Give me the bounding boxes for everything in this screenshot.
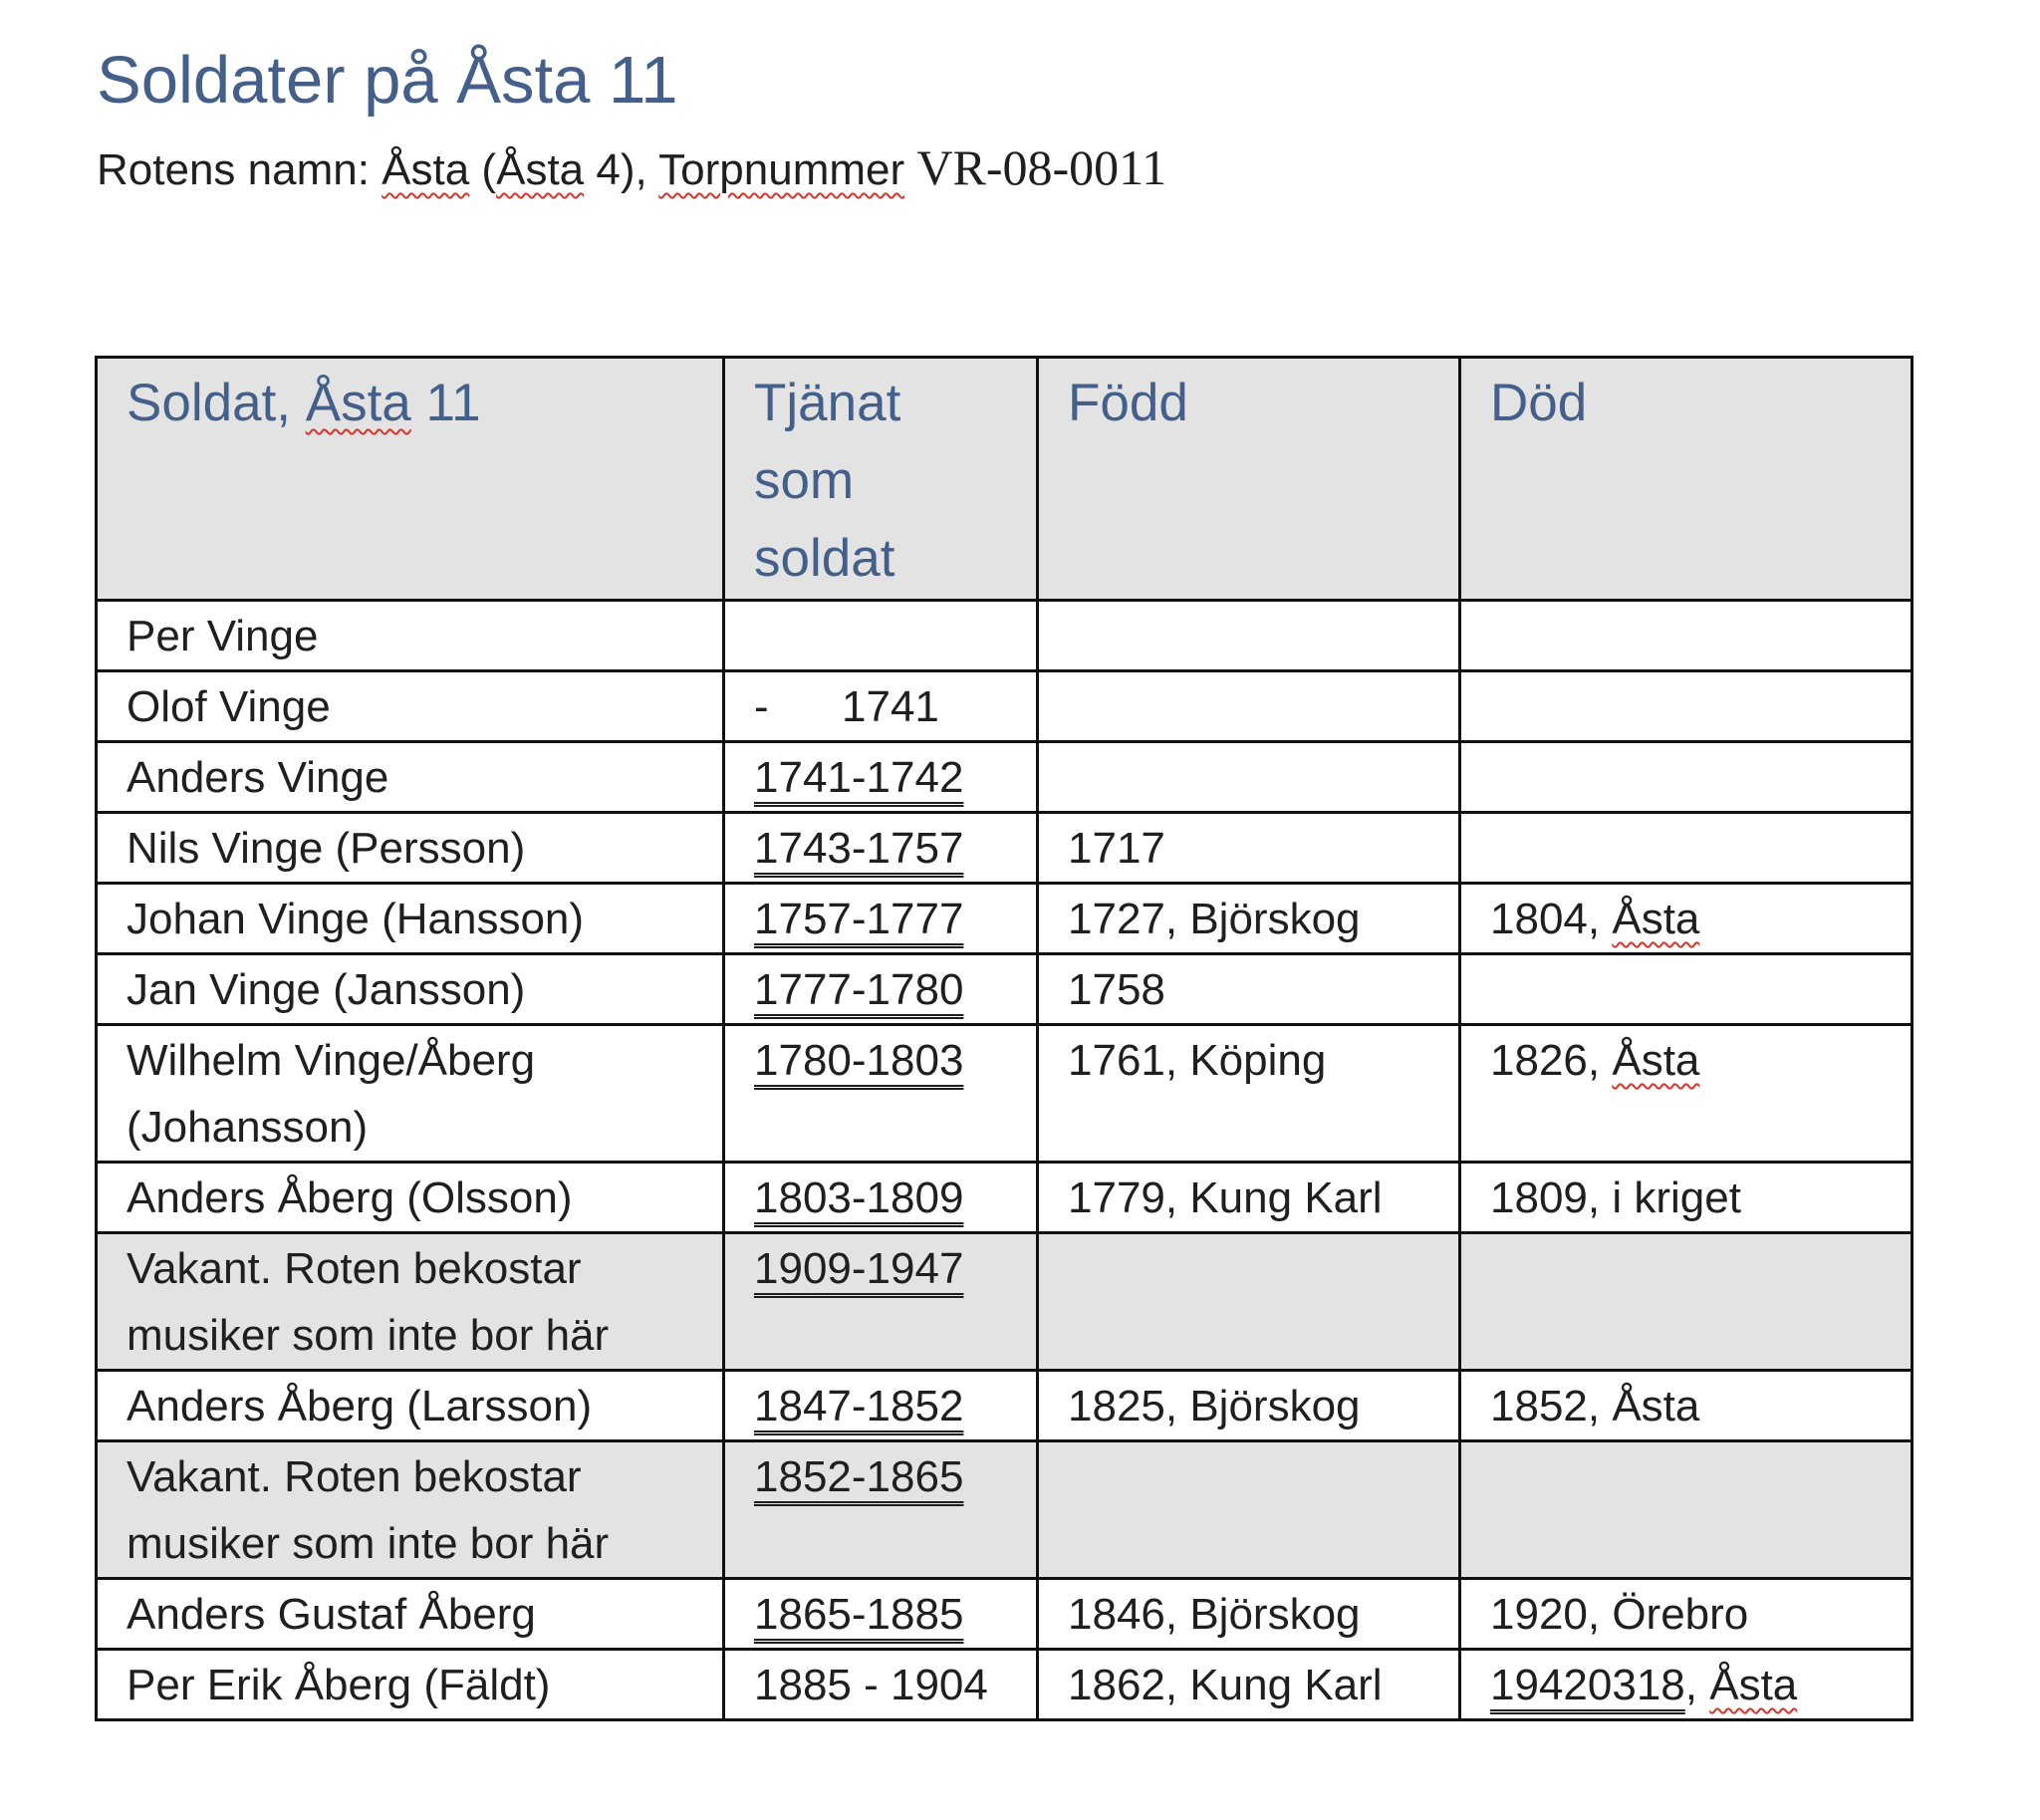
served-link[interactable]: 1777-1780 xyxy=(754,965,964,1014)
table-row xyxy=(97,1025,1912,1163)
cell-born: 1846, Björskog xyxy=(1038,1579,1460,1650)
table-row xyxy=(97,1371,1912,1441)
served-link[interactable]: 1909-1947 xyxy=(754,1244,964,1293)
served-link[interactable]: 1865-1885 xyxy=(754,1590,964,1639)
subtitle-open: ( xyxy=(469,145,497,194)
cell-born: 1862, Kung Karl xyxy=(1038,1650,1460,1720)
subtitle-place-alt: Åsta xyxy=(496,145,585,194)
cell-name: Per Vinge xyxy=(97,601,724,671)
table-header-row xyxy=(97,358,1912,601)
subtitle-prefix: Rotens namn: xyxy=(97,145,382,194)
table-row xyxy=(97,813,1912,884)
died-date: 1804, xyxy=(1490,895,1613,943)
subtitle-place: Åsta xyxy=(382,145,470,194)
header-served: Tjänat som soldat xyxy=(724,358,1038,601)
cell-died xyxy=(1460,884,1912,954)
cell-died xyxy=(1460,742,1912,813)
cell-served xyxy=(724,1025,1038,1163)
served-link[interactable]: 1780-1803 xyxy=(754,1036,964,1085)
soldiers-table xyxy=(95,356,1913,1721)
cell-served xyxy=(724,1371,1038,1441)
cell-died: 1852, Åsta xyxy=(1460,1371,1912,1441)
cell-name: Olof Vinge xyxy=(97,671,724,742)
cell-name: Nils Vinge (Persson) xyxy=(97,813,724,884)
died-date-link[interactable]: 19420318 xyxy=(1490,1661,1685,1709)
cell-died xyxy=(1460,1025,1912,1163)
cell-name: Wilhelm Vinge/Åberg (Johansson) xyxy=(97,1025,724,1163)
cell-served: - 1741 xyxy=(724,671,1038,742)
cell-died xyxy=(1460,1441,1912,1579)
header-soldier-part1: Soldat, xyxy=(127,374,306,432)
cell-name: Vakant. Roten bekostar musiker som inte bor här xyxy=(97,1441,724,1579)
cell-born xyxy=(1038,1441,1460,1579)
died-place: Åsta xyxy=(1612,895,1700,943)
cell-born: 1758 xyxy=(1038,954,1460,1025)
table-row xyxy=(97,954,1912,1025)
cell-served xyxy=(724,813,1038,884)
table-row xyxy=(97,671,1912,742)
table-row xyxy=(97,1441,1912,1579)
cell-born xyxy=(1038,671,1460,742)
table-row xyxy=(97,1233,1912,1371)
cell-name: Per Erik Åberg (Fäldt) xyxy=(97,1650,724,1720)
died-date: 1826, xyxy=(1490,1036,1613,1085)
cell-born: 1727, Björskog xyxy=(1038,884,1460,954)
cell-served xyxy=(724,1579,1038,1650)
served-link[interactable]: 1743-1757 xyxy=(754,824,964,873)
cell-died xyxy=(1460,1233,1912,1371)
table-row xyxy=(97,742,1912,813)
cell-served xyxy=(724,884,1038,954)
cell-name: Anders Åberg (Olsson) xyxy=(97,1163,724,1233)
cell-died xyxy=(1460,813,1912,884)
cell-name: Vakant. Roten bekostar musiker som inte bor här xyxy=(97,1233,724,1371)
table-row xyxy=(97,1579,1912,1650)
cell-born xyxy=(1038,601,1460,671)
header-soldier-part3: 11 xyxy=(410,374,481,432)
header-born: Född xyxy=(1038,358,1460,601)
cell-died xyxy=(1460,671,1912,742)
cell-name: Anders Åberg (Larsson) xyxy=(97,1371,724,1441)
subtitle-mid: 4), xyxy=(584,145,659,194)
cell-name: Anders Vinge xyxy=(97,742,724,813)
table-row xyxy=(97,1650,1912,1720)
cell-served xyxy=(724,1233,1038,1371)
cell-name: Jan Vinge (Jansson) xyxy=(97,954,724,1025)
table-row xyxy=(97,601,1912,671)
served-link[interactable]: 1847-1852 xyxy=(754,1382,964,1430)
served-link[interactable]: 1803-1809 xyxy=(754,1173,964,1222)
cell-born: 1717 xyxy=(1038,813,1460,884)
header-soldier-place: Åsta xyxy=(305,374,411,432)
subtitle-torpnummer-label: Torpnummer xyxy=(658,145,905,194)
cell-name: Anders Gustaf Åberg xyxy=(97,1579,724,1650)
died-sep: , xyxy=(1684,1661,1710,1709)
served-link[interactable]: 1757-1777 xyxy=(754,895,964,943)
cell-born xyxy=(1038,1233,1460,1371)
header-soldier xyxy=(97,358,724,601)
cell-died: 1809, i kriget xyxy=(1460,1163,1912,1233)
header-died: Död xyxy=(1460,358,1912,601)
died-place: Åsta xyxy=(1612,1036,1700,1085)
served-link[interactable]: 1852-1865 xyxy=(754,1452,964,1501)
cell-served xyxy=(724,601,1038,671)
cell-born: 1761, Köping xyxy=(1038,1025,1460,1163)
table-row xyxy=(97,884,1912,954)
cell-died xyxy=(1460,601,1912,671)
cell-died xyxy=(1460,1650,1912,1720)
cell-name: Johan Vinge (Hansson) xyxy=(97,884,724,954)
subtitle-space xyxy=(904,145,916,194)
subtitle-torp-code: VR-08-0011 xyxy=(916,139,1167,195)
cell-died: 1920, Örebro xyxy=(1460,1579,1912,1650)
cell-served xyxy=(724,1163,1038,1233)
cell-served xyxy=(724,954,1038,1025)
cell-born: 1825, Björskog xyxy=(1038,1371,1460,1441)
title-text: Soldater på Åsta 11 xyxy=(97,43,678,118)
cell-served xyxy=(724,1441,1038,1579)
cell-served xyxy=(724,742,1038,813)
cell-born xyxy=(1038,742,1460,813)
cell-died xyxy=(1460,954,1912,1025)
died-place: Åsta xyxy=(1709,1661,1798,1709)
page-title xyxy=(97,38,678,124)
page-subtitle xyxy=(97,137,1166,200)
served-link[interactable]: 1741-1742 xyxy=(754,753,964,802)
cell-served: 1885 - 1904 xyxy=(724,1650,1038,1720)
cell-born: 1779, Kung Karl xyxy=(1038,1163,1460,1233)
table-row xyxy=(97,1163,1912,1233)
